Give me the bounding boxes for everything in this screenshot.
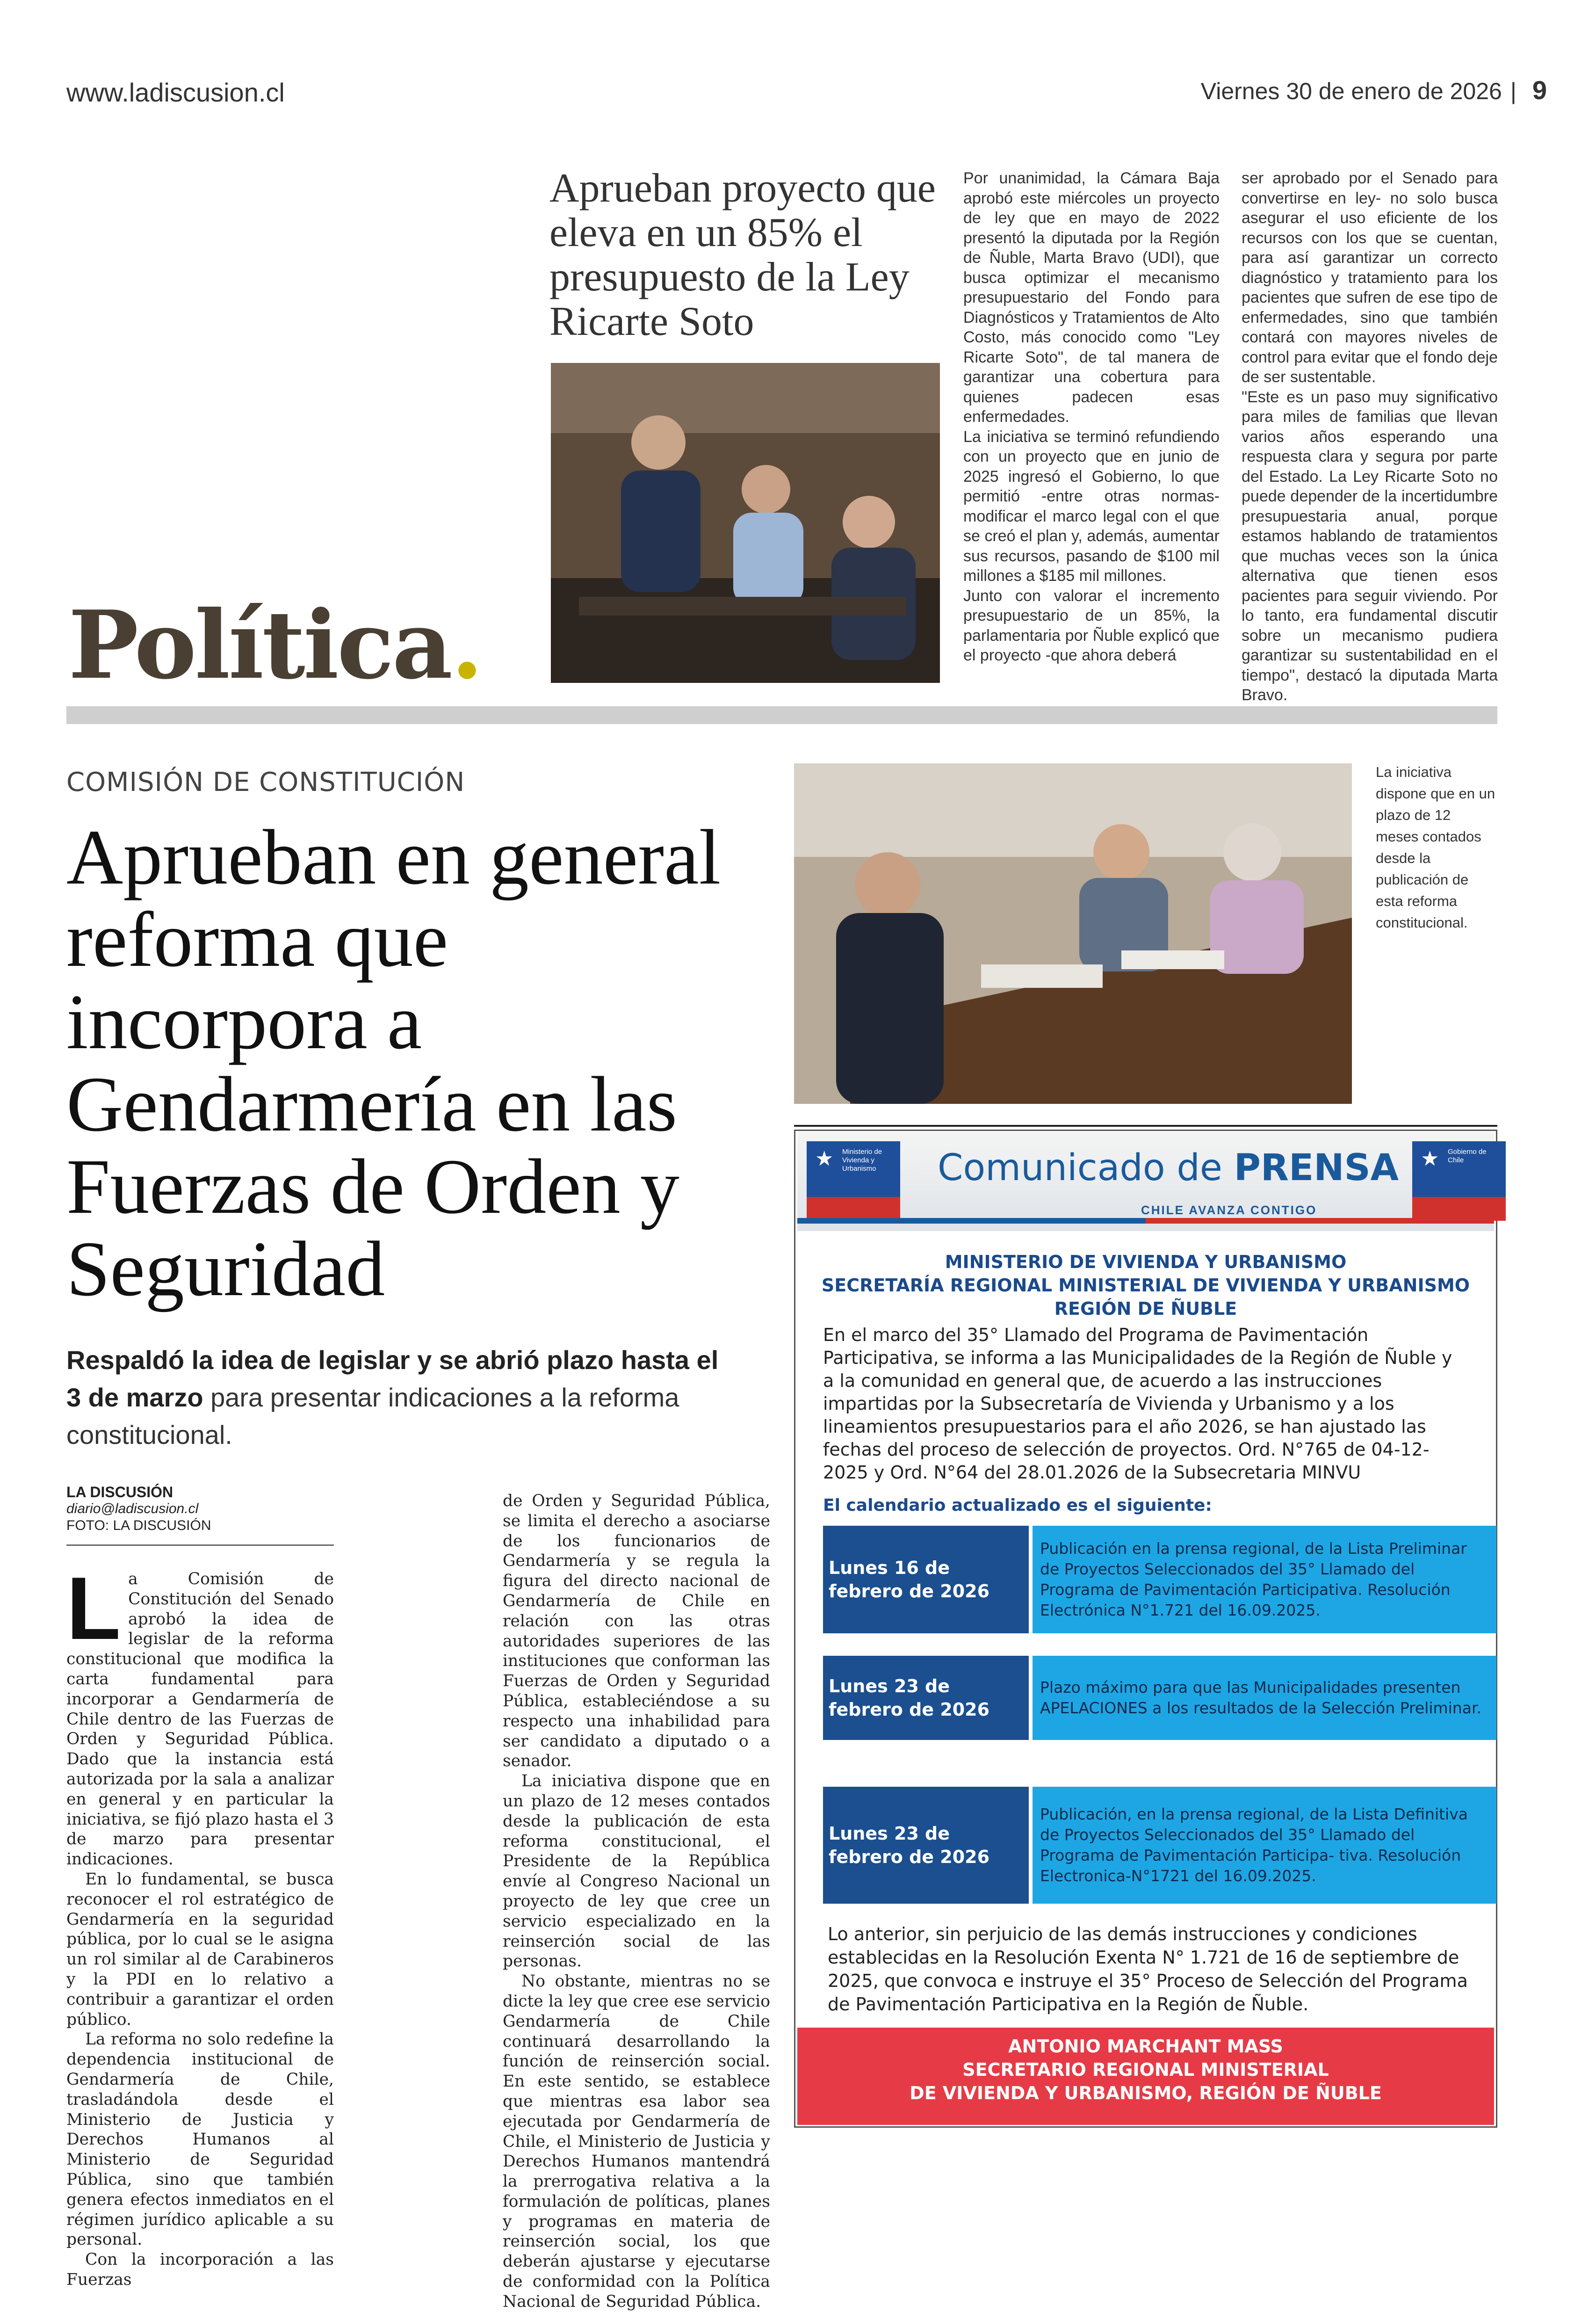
deck-bold: Respaldó la idea de legislar y se abrió plazo hasta el 3 de marzo xyxy=(66,1345,719,1412)
byline-name: LA DISCUSIÓN xyxy=(66,1484,173,1500)
article-deck xyxy=(66,1341,740,1454)
byline-rule xyxy=(66,1544,334,1546)
paragraph: a Comisión de Constitución del Senado aprobó la idea de legislar de la reforma constitucional que modifica la carta fundamental para incorporar a Gendarmería de Chile dentro de las Fuerzas de Orden y Seguridad Pública. Dado que la instancia está autorizada por la sala a analizar en general y en particular la iniciativa, se fijó plazo hasta el 3 de marzo para presentar indicaciones. xyxy=(66,1570,334,1869)
star-icon: ★ xyxy=(1421,1147,1439,1170)
flag-stripe xyxy=(797,1218,1494,1224)
dateline xyxy=(1201,75,1547,105)
issue-date: Viernes 30 de enero de 2026 xyxy=(1200,78,1502,104)
minvu-logo xyxy=(807,1141,900,1221)
top-article-photo xyxy=(551,363,940,683)
star-icon: ★ xyxy=(815,1147,834,1170)
calendar-date: Lunes 23 de febrero de 2026 xyxy=(823,1787,1029,1904)
photo-caption: La iniciativa dispone que en un plazo de 12 meses contados desde la publicación de esta reforma constitucional. xyxy=(1376,764,1495,931)
date-separator: | xyxy=(1510,78,1517,104)
commission-photo-illustration xyxy=(794,763,1352,1104)
deck-rest: para presentar indicaciones a la reforma constitucional. xyxy=(66,1383,679,1450)
main-article-photo xyxy=(794,763,1352,1104)
signature-line: SECRETARIO REGIONAL MINISTERIAL xyxy=(962,2059,1329,2080)
article-kicker: COMISIÓN DE CONSTITUCIÓN xyxy=(66,767,465,797)
calendar-date: Lunes 16 de febrero de 2026 xyxy=(823,1526,1029,1633)
top-article-column-2 xyxy=(1242,168,1498,705)
title-bold: PRENSA xyxy=(1234,1147,1399,1189)
chamber-photo-illustration xyxy=(551,363,940,683)
calendar-description: Publicación en la prensa regional, de la Lista Preliminar de Proyectos Seleccionados del 35° Llamado del Programa de Pavimentación Participativa. Resolución Electrónica N°1.721 del 16.09.2025. xyxy=(1033,1526,1496,1633)
heading-line: REGIÓN DE ÑUBLE xyxy=(1054,1298,1237,1319)
signature xyxy=(797,2035,1494,2105)
gobierno-logo xyxy=(1412,1141,1506,1221)
paragraph: En lo fundamental, se busca reconocer el rol estratégico de Gendarmería en la seguridad pública, por lo cual se le asigna un rol similar al de Carabineros y la PDI en lo relativo a contribuir a garantizar el orden público. xyxy=(66,1870,334,2029)
section-dot: . xyxy=(451,590,482,700)
press-release-heading xyxy=(795,1250,1496,1320)
press-release-title xyxy=(938,1147,1399,1189)
calendar-date: Lunes 23 de febrero de 2026 xyxy=(823,1656,1029,1740)
paragraph: Junto con valorar el incremento presupuestario de un 85%, la parlamentaria por Ñuble explicó que el proyecto -que ahora deberá xyxy=(963,587,1220,664)
drop-cap: L xyxy=(66,1559,121,1658)
section-title xyxy=(68,590,482,700)
paragraph: La iniciativa se terminó refundiendo con un proyecto que en junio de 2025 ingresó el Gobierno, lo que permitió -entre otras normas- modificar el marco legal con el que se creó el plan y, además, aumentar sus recursos, pasando de $100 mil millones a $185 mil millones. xyxy=(963,428,1220,585)
section-name: Política xyxy=(68,590,451,700)
byline-email[interactable]: diario@ladiscusion.cl xyxy=(66,1501,199,1516)
calendar-label: El calendario actualizado es el siguiente: xyxy=(823,1496,1212,1515)
article-body-column-2 xyxy=(503,1491,770,2312)
press-release-intro: En el marco del 35° Llamado del Programa de Pavimentación Participativa, se informa a las Municipalidades de la Región de Ñuble y a la comunidad en general que, de acuerdo a las instrucciones impartidas por la Subsecretaría de Vivienda y Urbanismo y a los lineamientos presupuestarios para el año 2026, se han ajustado las fechas del proceso de selección de proyectos. Ord. N°765 de 04-12-2025 y Ord. N°64 del 28.01.2026 de la Subsecretaria MINVU xyxy=(823,1325,1452,1483)
signature-line: DE VIVIENDA Y URBANISMO, REGIÓN DE ÑUBLE xyxy=(910,2083,1382,2103)
calendar-description: Publicación, en la prensa regional, de la Lista Definitiva de Proyectos Seleccionados del 35° Llamado del Programa de Pavimentación Participa- tiva. Resolución Electronica-N°1721 del 16.09.2025. xyxy=(1033,1787,1496,1904)
press-release-outro: Lo anterior, sin perjuicio de las demás instrucciones y condiciones establecidas en la Resolución Exenta N° 1.721 de 16 de septiembre de 2025, que convoca e instruye el 35° Proceso de Selección del Programa de Pavimentación Participativa en la Región de Ñuble. xyxy=(828,1924,1468,2015)
paragraph: "Este es un paso muy significativo para miles de familias que llevan varios años esperando una respuesta clara y segura por parte del Estado. La Ley Ricarte Soto no puede depender de la incertidumbre presupuestaria anual, porque estamos hablando de tratamientos que muchas veces son la única alternativa que tienen esos pacientes para seguir viviendo. Por lo tanto, era fundamental discutir sobre un mecanismo pudiera garantizar su sustentabilidad en el tiempo", destacó la diputada Marta Bravo. xyxy=(1242,388,1498,704)
paragraph: La iniciativa dispone que en un plazo de 12 meses contados desde la publicación de esta reforma constitucional, el Presidente de la República envíe al Congreso Nacional un proyecto de ley que cree un servicio especializado en la reinserción social de las personas. xyxy=(503,1772,770,1971)
byline xyxy=(66,1484,211,1534)
main-headline: Aprueban en general reforma que incorpora a Gendarmería en las Fuerzas de Orden y Seguridad xyxy=(66,814,721,1312)
title-light: Comunicado de xyxy=(938,1147,1234,1189)
paragraph: No obstante, mientras no se dicte la ley que cree ese servicio Gendarmería de Chile continuará desarrollando la función de reinserción social. En este sentido, se establece que mientras esa labor sea ejecutada por Gendarmería de Chile, el Ministerio de Justicia y Derechos Humanos mantendrá la prerrogativa relativa a la formulación de políticas, planes y programas en materia de reinserción social, los que deberán ajustarse y ejecutarse de conformidad con la Política Nacional de Seguridad Pública. xyxy=(503,1972,770,2311)
paragraph: Con la incorporación a las Fuerzas xyxy=(66,2250,334,2289)
site-url[interactable]: www.ladiscusion.cl xyxy=(66,78,285,107)
calendar-description: Plazo máximo para que las Municipalidades presenten APELACIONES a los resultados de la Selección Preliminar. xyxy=(1033,1656,1496,1740)
paragraph: La reforma no solo redefine la dependencia institucional de Gendarmería de Chile, trasladándola desde el Ministerio de Justicia y Derechos Humanos al Ministerio de Seguridad Pública, sino que también genera efectos inmediatos en el régimen jurídico aplicable a su personal. xyxy=(66,2030,334,2249)
photo-credit: FOTO: LA DISCUSIÓN xyxy=(66,1518,211,1533)
gobierno-logo-text: Gobierno de Chile xyxy=(1448,1148,1487,1164)
heading-line: SECRETARÍA REGIONAL MINISTERIAL DE VIVIENDA Y URBANISMO xyxy=(821,1275,1470,1296)
ad-top-rule xyxy=(794,1125,1497,1127)
page-number: 9 xyxy=(1532,75,1547,105)
article-body-column-1 xyxy=(66,1559,334,2290)
heading-line: MINISTERIO DE VIVIENDA Y URBANISMO xyxy=(945,1252,1347,1272)
paragraph: Por unanimidad, la Cámara Baja aprobó este miércoles un proyecto de ley que en mayo de 2022 presentó la diputada por la Región de Ñuble, Marta Bravo (UDI), que busca optimizar el mecanismo presupuestario del Fondo para Diagnósticos y Tratamientos de Alto Costo, más conocido como "Ley Ricarte Soto", de tal manera de garantizar una cobertura para quienes padecen esas enfermedades. xyxy=(963,169,1220,426)
top-article-headline: Aprueban proyecto que eleva en un 85% el presupuesto de la Ley Ricarte Soto xyxy=(549,166,936,344)
signature-line: ANTONIO MARCHANT MASS xyxy=(1008,2036,1283,2057)
paragraph: ser aprobado por el Senado para convertirse en ley- no solo busca asegurar el uso eficiente de los recursos con los que se cuentan, para así garantizar un correcto diagnóstico y tratamiento para los pacientes que sufren de ese tipo de enfermedades, sino que también contará con mayores niveles de control para evitar que el fondo deje de ser sustentable. xyxy=(1242,169,1498,386)
section-divider xyxy=(66,706,1497,724)
minvu-logo-text: Ministerio de Vivienda y Urbanismo xyxy=(842,1148,882,1173)
press-release-slogan: CHILE AVANZA CONTIGO xyxy=(1141,1203,1317,1217)
paragraph: de Orden y Seguridad Pública, se limita el derecho a asociarse de los funcionarios de Gendarmería y se regula la figura del directo nacional de Gendarmería de Chile en relación con las otras autoridades superiores de las instituciones que conforman las Fuerzas de Orden y Seguridad Pública, estableciéndose a su respecto una inhabilidad para ser candidato a diputado o a senador. xyxy=(503,1492,770,1771)
top-article-column-1 xyxy=(963,168,1220,666)
